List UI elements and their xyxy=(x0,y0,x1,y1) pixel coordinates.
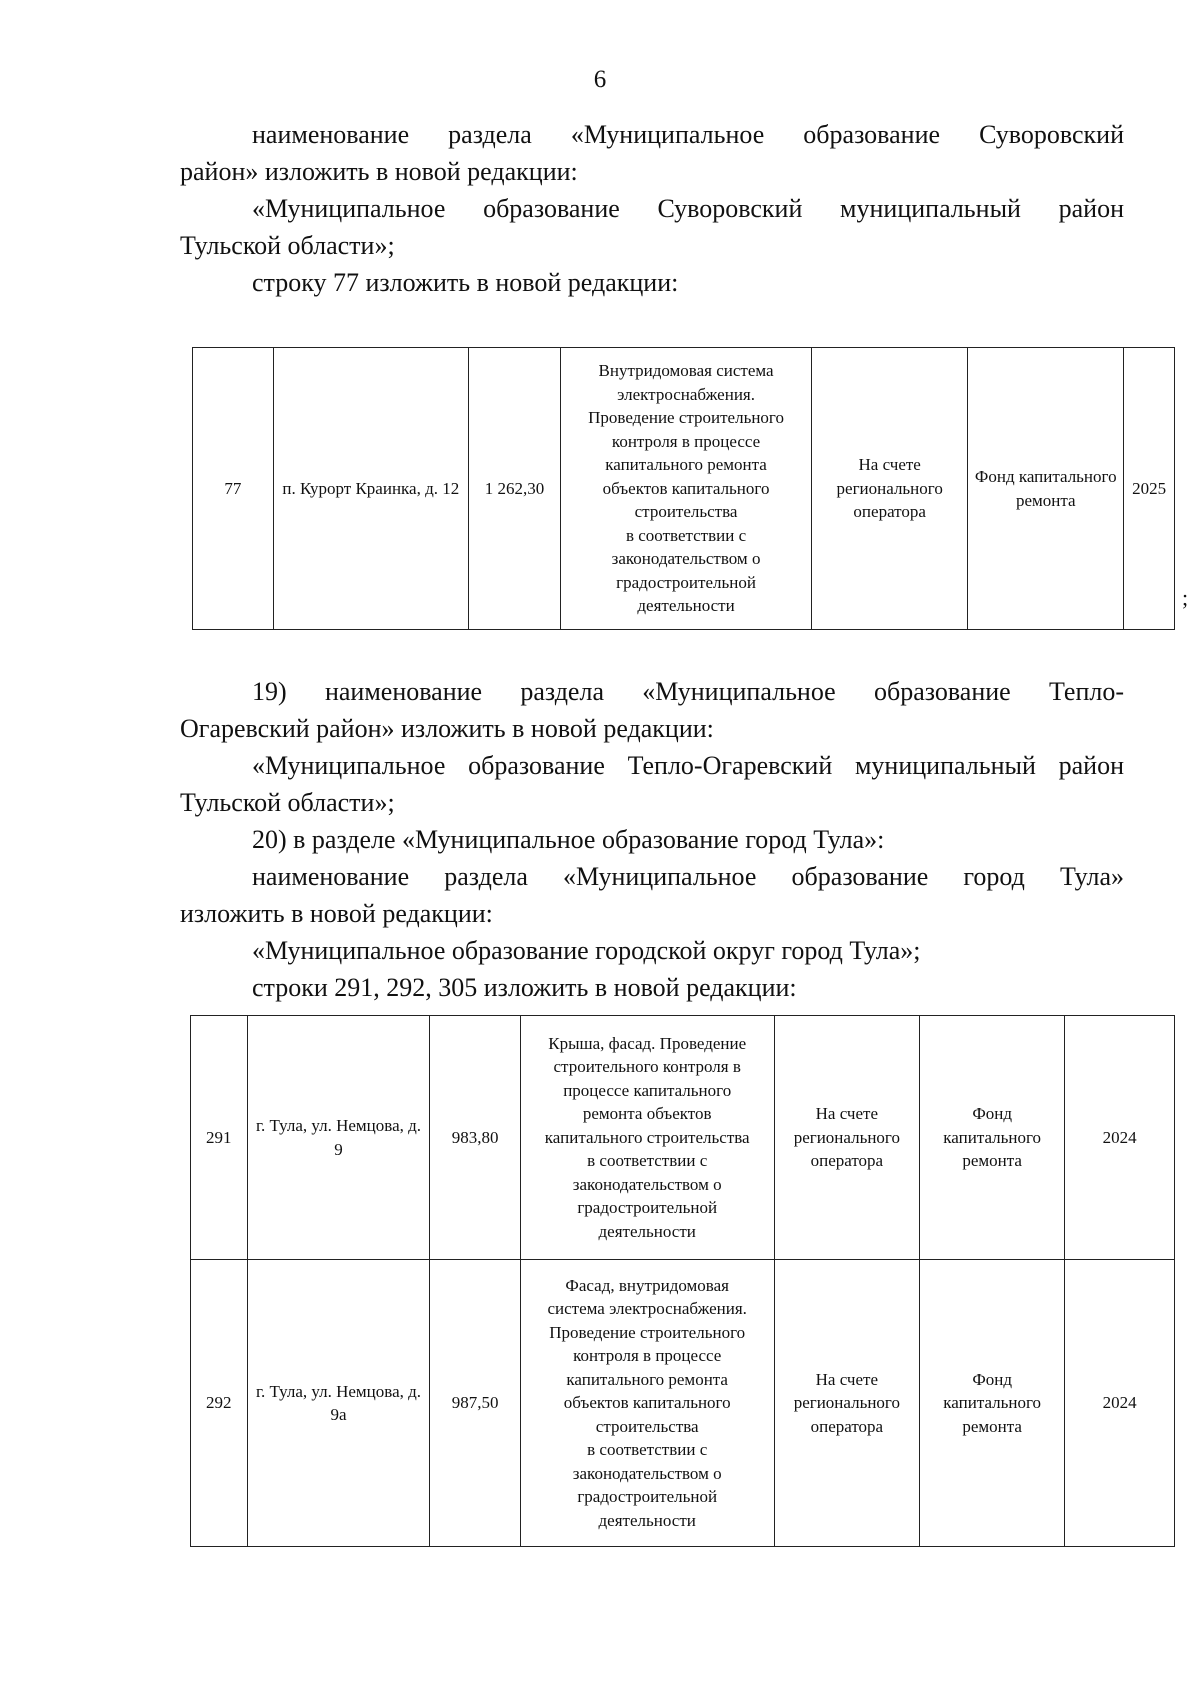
table-row xyxy=(191,1016,1175,1260)
work-line: градостроительной xyxy=(577,1487,718,1507)
paragraph-teplo-new-name xyxy=(180,747,1124,821)
work-line: Проведение строительного xyxy=(549,1322,746,1342)
text-line: строку 77 изложить в новой редакции: xyxy=(252,268,679,297)
text-line: Тульской области»; xyxy=(180,231,395,260)
work-line: градостроительной xyxy=(616,572,756,592)
work-line: Проведение строительного xyxy=(588,408,784,428)
page-number: 6 xyxy=(593,66,607,93)
work-line: Внутридомовая система xyxy=(598,361,774,381)
paragraph-item-19 xyxy=(180,673,1124,747)
text-line: район» изложить в новой редакции: xyxy=(180,157,578,186)
work-line: в соответствии с xyxy=(587,1151,708,1171)
paragraph-suvorov-new-name xyxy=(180,190,1124,264)
cell-work xyxy=(560,348,811,630)
work-line: градостроительной xyxy=(577,1198,718,1218)
cell-address: п. Курорт Краинка, д. 12 xyxy=(273,348,468,630)
work-line: объектов капитального xyxy=(602,478,770,498)
cell-num: 77 xyxy=(193,348,274,630)
work-line: капитального ремонта xyxy=(605,455,767,475)
paragraph-suvorov-heading xyxy=(180,116,1124,190)
work-line: контроля в процессе xyxy=(573,1346,722,1366)
text-line: Огаревский район» изложить в новой редакции: xyxy=(180,714,714,743)
cell-fund: Фонд капитального ремонта xyxy=(968,348,1124,630)
cell-account: На счете регионального оператора xyxy=(774,1260,919,1547)
text-line: 19) наименование раздела «Муниципальное образование Тепло- xyxy=(252,677,1124,706)
cell-area: 987,50 xyxy=(430,1260,520,1547)
table-row xyxy=(193,348,1175,630)
work-line: в соответствии с xyxy=(587,1440,708,1460)
cell-address: г. Тула, ул. Немцова, д. 9 xyxy=(247,1016,430,1260)
work-line: деятельности xyxy=(598,1221,696,1241)
work-line: система электроснабжения. xyxy=(547,1299,747,1319)
work-line: законодательством о xyxy=(572,1463,722,1483)
paragraph-rows-intro xyxy=(180,969,1124,1006)
cell-account: На счете регионального оператора xyxy=(774,1016,919,1260)
work-line: процессе капитального xyxy=(563,1080,732,1100)
table-row xyxy=(191,1260,1175,1547)
cell-year: 2025 xyxy=(1124,348,1175,630)
cell-work xyxy=(520,1260,774,1547)
text-line: Тульской области»; xyxy=(180,788,395,817)
trailing-semicolon: ; xyxy=(1182,585,1189,610)
cell-year: 2024 xyxy=(1065,1260,1175,1547)
table-rows-291-292 xyxy=(190,1015,1175,1547)
text-line: 20) в разделе «Муниципальное образование город Тула»: xyxy=(252,825,885,854)
work-line: деятельности xyxy=(637,596,735,616)
work-line: в соответствии с xyxy=(625,525,747,545)
work-line: электроснабжения. xyxy=(617,384,755,404)
work-line: капитального ремонта xyxy=(566,1369,728,1389)
paragraph-row77-intro xyxy=(180,264,1124,301)
work-line: строительного контроля в xyxy=(553,1057,741,1077)
cell-address: г. Тула, ул. Немцова, д. 9а xyxy=(247,1260,430,1547)
paragraph-item-20 xyxy=(180,821,1124,858)
text-line: «Муниципальное образование городской округ город Тула»; xyxy=(252,936,921,965)
work-line: строительства xyxy=(634,502,738,522)
work-line: объектов капитального xyxy=(563,1393,731,1413)
work-line: капитального строительства xyxy=(544,1127,750,1147)
cell-area: 983,80 xyxy=(430,1016,520,1260)
work-line: строительства xyxy=(595,1416,699,1436)
work-line: Фасад, внутридомовая xyxy=(565,1275,729,1295)
text-line: «Муниципальное образование Тепло-Огаревский муниципальный район xyxy=(252,751,1124,780)
table-row-77 xyxy=(192,347,1175,630)
cell-work xyxy=(520,1016,774,1260)
work-line: законодательством о xyxy=(611,549,761,569)
text-line: «Муниципальное образование Суворовский муниципальный район xyxy=(252,194,1124,223)
cell-num: 291 xyxy=(191,1016,248,1260)
cell-fund: Фонд капитального ремонта xyxy=(920,1016,1065,1260)
cell-area: 1 262,30 xyxy=(468,348,560,630)
work-line: Крыша, фасад. Проведение xyxy=(548,1033,747,1053)
work-line: контроля в процессе xyxy=(611,431,761,451)
paragraph-tula-heading xyxy=(180,858,1124,932)
work-line: законодательством о xyxy=(572,1174,722,1194)
text-line: изложить в новой редакции: xyxy=(180,899,493,928)
text-line: строки 291, 292, 305 изложить в новой редакции: xyxy=(252,973,797,1002)
work-line: деятельности xyxy=(598,1510,696,1530)
cell-num: 292 xyxy=(191,1260,248,1547)
cell-account: На счете регионального оператора xyxy=(812,348,968,630)
text-line: наименование раздела «Муниципальное образование Суворовский xyxy=(252,120,1124,149)
cell-year: 2024 xyxy=(1065,1016,1175,1260)
cell-fund: Фонд капитального ремонта xyxy=(920,1260,1065,1547)
text-line: наименование раздела «Муниципальное образование город Тула» xyxy=(252,862,1124,891)
work-line: ремонта объектов xyxy=(582,1104,712,1124)
paragraph-tula-new-name xyxy=(180,932,1124,969)
